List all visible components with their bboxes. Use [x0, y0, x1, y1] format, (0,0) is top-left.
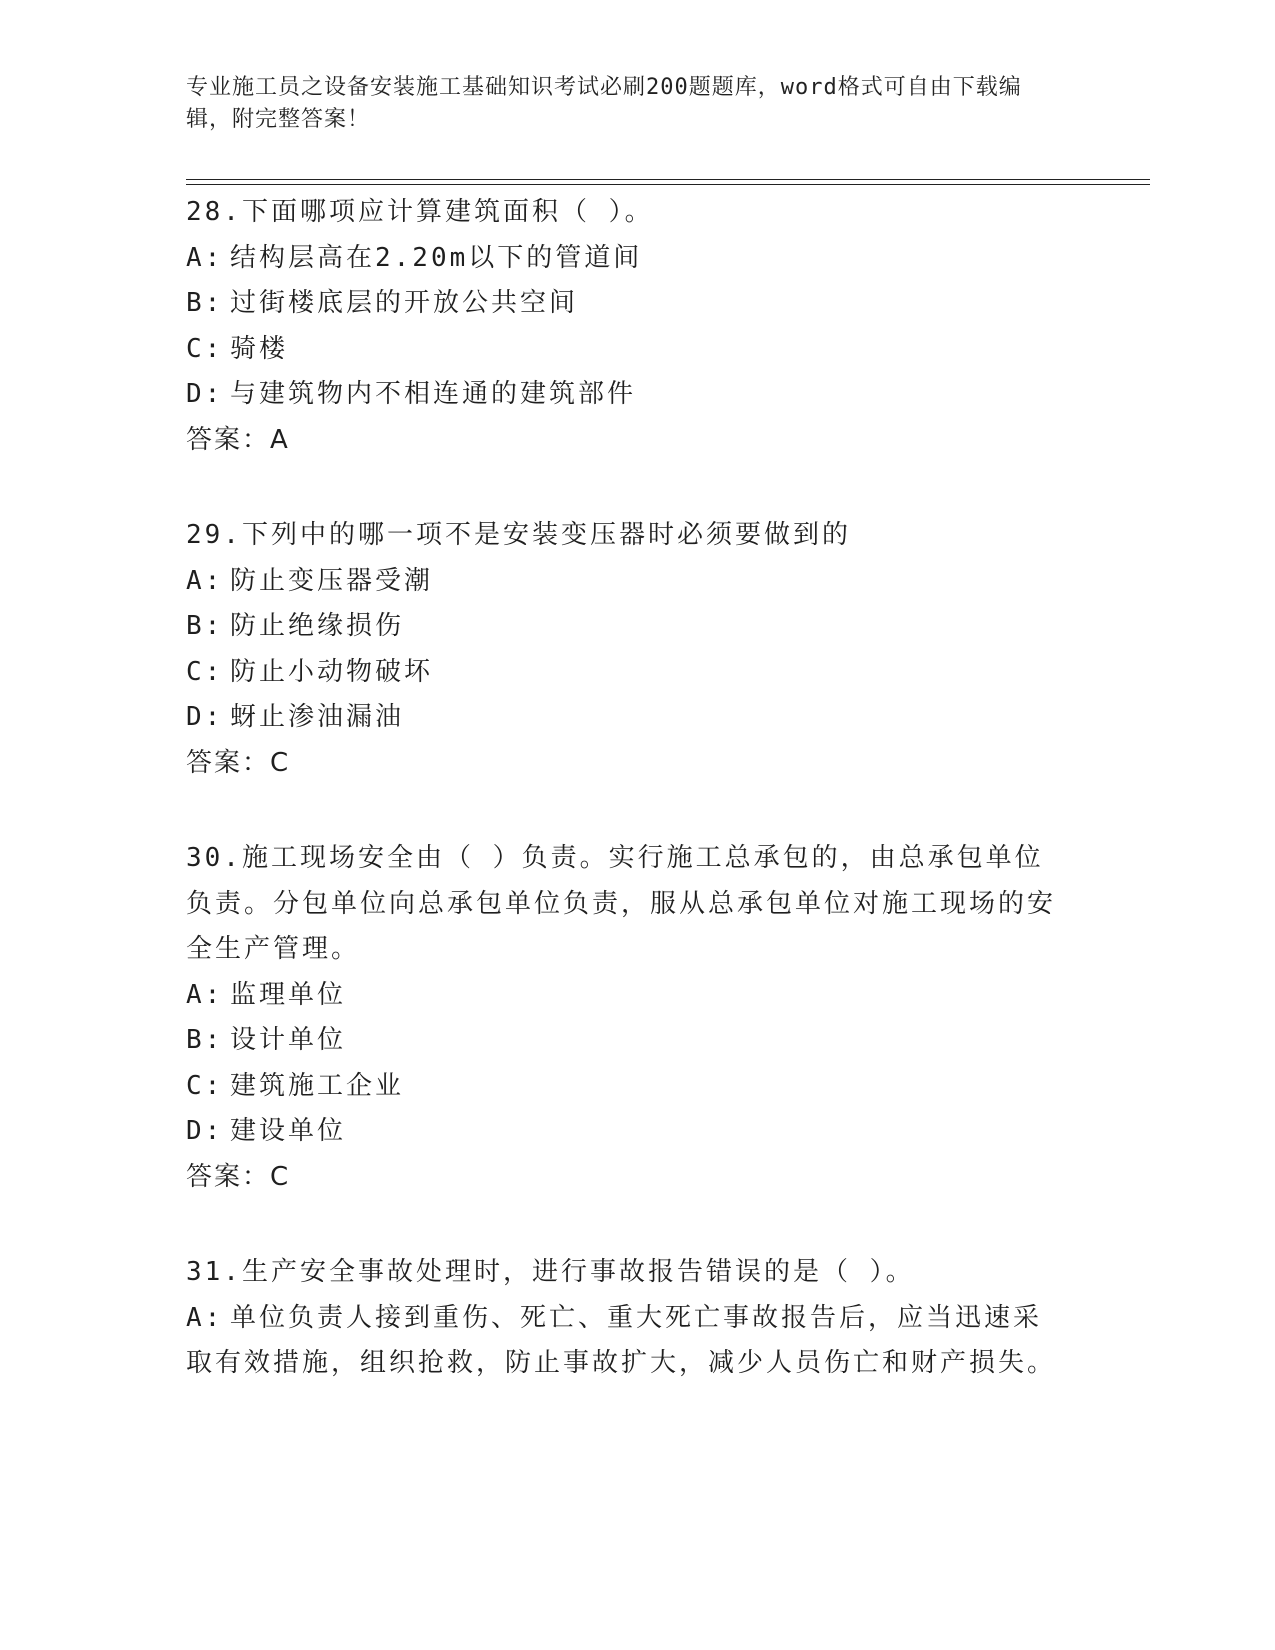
option-c [186, 327, 1066, 373]
option-b [186, 281, 1066, 327]
question-list [186, 190, 1066, 1437]
option-a [186, 559, 1066, 605]
answer-line: 答案：C [186, 747, 291, 778]
option-text: 建设单位 [230, 1116, 347, 1146]
option-letter: B: [186, 1025, 224, 1055]
question-28 [186, 190, 1066, 463]
option-letter: D: [186, 702, 224, 732]
option-letter: C: [186, 1070, 224, 1101]
option-letter: A: [186, 565, 224, 596]
option-a [186, 236, 1066, 282]
answer-line: 答案：C [186, 1161, 291, 1192]
document-header: 专业施工员之设备安装施工基础知识考试必刷200题题库，word格式可自由下载编辑，附完整答案！ [186, 75, 1022, 132]
option-text: 设计单位 [230, 1025, 347, 1055]
option-letter: A: [186, 242, 224, 273]
option-letter: A: [186, 1302, 224, 1333]
question-stem: 30.施工现场安全由（ ）负责。实行施工总承包的，由总承包单位负责。分包单位向总承包单位负责，服从总承包单位对施工现场的安全生产管理。 [186, 843, 1057, 964]
option-letter: D: [186, 379, 224, 409]
option-letter: C: [186, 333, 224, 364]
header-divider-top [186, 179, 1150, 180]
option-text: 过街楼底层的开放公共空间 [230, 288, 579, 318]
option-text: 与建筑物内不相连通的建筑部件 [230, 379, 637, 409]
option-b [186, 1018, 1066, 1064]
question-stem: 31.生产安全事故处理时，进行事故报告错误的是（ ）。 [186, 1257, 915, 1287]
question-stem: 29.下列中的哪一项不是安装变压器时必须要做到的 [186, 520, 851, 550]
option-text: 监理单位 [230, 979, 347, 1010]
answer-line: 答案：A [186, 424, 290, 455]
option-text: 蚜止渗油漏油 [230, 702, 405, 732]
option-letter: A: [186, 979, 224, 1010]
option-text: 建筑施工企业 [230, 1070, 405, 1101]
option-text: 防止小动物破坏 [230, 656, 434, 687]
option-text: 防止绝缘损伤 [230, 611, 405, 641]
option-c [186, 1064, 1066, 1110]
question-31 [186, 1250, 1066, 1387]
question-stem: 28.下面哪项应计算建筑面积（ ）。 [186, 197, 654, 227]
question-29 [186, 513, 1066, 786]
option-a [186, 973, 1066, 1019]
option-d [186, 695, 1066, 741]
option-text: 单位负责人接到重伤、死亡、重大死亡事故报告后，应当迅速采取有效措施，组织抢救，防止事故扩大，减少人员伤亡和财产损失。 [186, 1302, 1057, 1378]
option-d [186, 1109, 1066, 1155]
option-text: 骑楼 [230, 333, 289, 364]
question-30 [186, 836, 1066, 1200]
option-letter: C: [186, 656, 224, 687]
option-c [186, 650, 1066, 696]
option-text: 防止变压器受潮 [230, 565, 434, 596]
option-letter: B: [186, 611, 224, 641]
option-b [186, 604, 1066, 650]
option-text: 结构层高在2.20m以下的管道间 [230, 242, 643, 273]
option-a [186, 1296, 1066, 1387]
option-letter: D: [186, 1116, 224, 1146]
option-d [186, 372, 1066, 418]
header-divider-bottom [186, 184, 1150, 185]
option-letter: B: [186, 288, 224, 318]
